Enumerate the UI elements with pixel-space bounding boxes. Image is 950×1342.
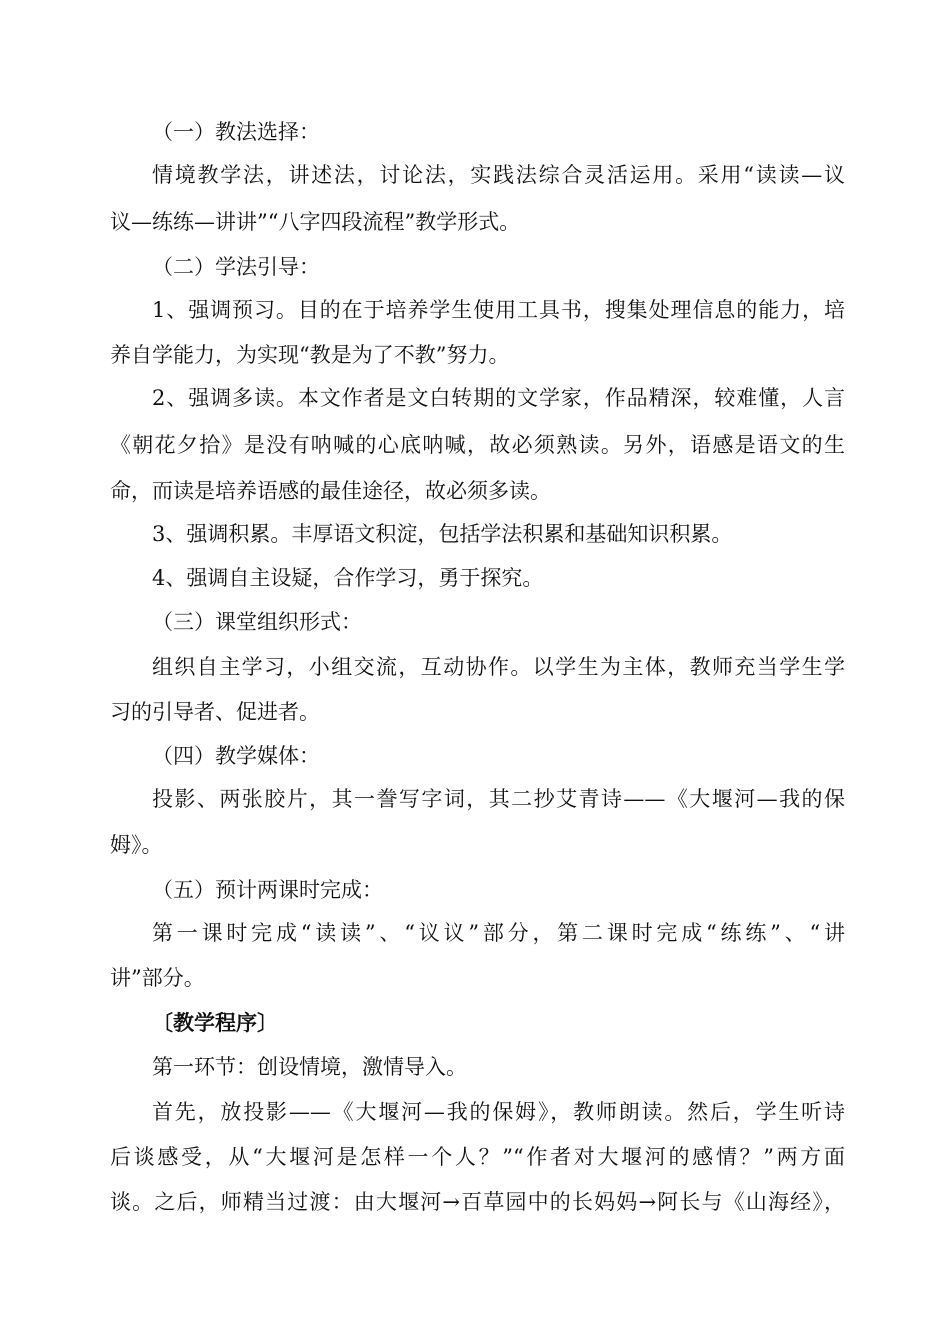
paragraph-line: 1、强调预习。目的在于培养学生使用工具书，搜集处理信息的能力，培 bbox=[152, 298, 845, 322]
paragraph-line: 组织自主学习，小组交流，互动协作。以学生为主体，教师充当学生学 bbox=[152, 655, 845, 679]
section-title-teaching-procedure: 〔教学程序〕 bbox=[152, 1010, 278, 1035]
paragraph-line: 2、强调多读。本文作者是文白转期的文学家，作品精深，较难懂，人言 bbox=[152, 386, 845, 410]
heading-teaching-method: （一）教法选择： bbox=[152, 120, 320, 144]
paragraph-line: 情境教学法，讲述法，讨论法，实践法综合灵活运用。采用“读读—议 bbox=[152, 163, 845, 187]
heading-teaching-media: （四）教学媒体： bbox=[152, 744, 320, 768]
paragraph-line: 养自学能力，为实现“教是为了不教”努力。 bbox=[110, 343, 510, 367]
paragraph-line: 命，而读是培养语感的最佳途径，故必须多读。 bbox=[110, 479, 551, 503]
heading-class-organization: （三）课堂组织形式： bbox=[152, 610, 362, 634]
heading-study-guidance: （二）学法引导： bbox=[152, 255, 320, 279]
paragraph-line: 习的引导者、促进者。 bbox=[110, 700, 320, 724]
paragraph-line: 投影、两张胶片，其一誊写字词，其二抄艾青诗——《大堰河—我的保 bbox=[152, 787, 845, 811]
paragraph-line: 姆》。 bbox=[110, 833, 163, 857]
paragraph-line: 第一环节：创设情境，激情导入。 bbox=[152, 1055, 467, 1079]
paragraph-line: 《朝花夕拾》是没有呐喊的心底呐喊，故必须熟读。另外，语感是语文的生 bbox=[110, 433, 845, 457]
paragraph-line: 4、强调自主设疑，合作学习，勇于探究。 bbox=[152, 566, 544, 590]
heading-lesson-plan: （五）预计两课时完成： bbox=[152, 878, 383, 902]
paragraph-line: 议—练练—讲讲”“八字四段流程”教学形式。 bbox=[110, 210, 521, 234]
paragraph-line: 讲”部分。 bbox=[110, 966, 205, 990]
paragraph-line: 谈。之后，师精当过渡：由大堰河→百草园中的长妈妈→阿长与《山海经》， bbox=[110, 1190, 845, 1214]
paragraph-line: 首先，放投影——《大堰河—我的保姆》，教师朗读。然后，学生听诗 bbox=[152, 1100, 845, 1124]
paragraph-line: 第一课时完成“读读”、“议议”部分，第二课时完成“练练”、“讲 bbox=[152, 921, 845, 945]
paragraph-line: 3、强调积累。丰厚语文积淀，包括学法积累和基础知识积累。 bbox=[152, 522, 733, 546]
paragraph-line: 后谈感受，从“大堰河是怎样一个人？”“作者对大堰河的感情？”两方面 bbox=[110, 1145, 845, 1169]
